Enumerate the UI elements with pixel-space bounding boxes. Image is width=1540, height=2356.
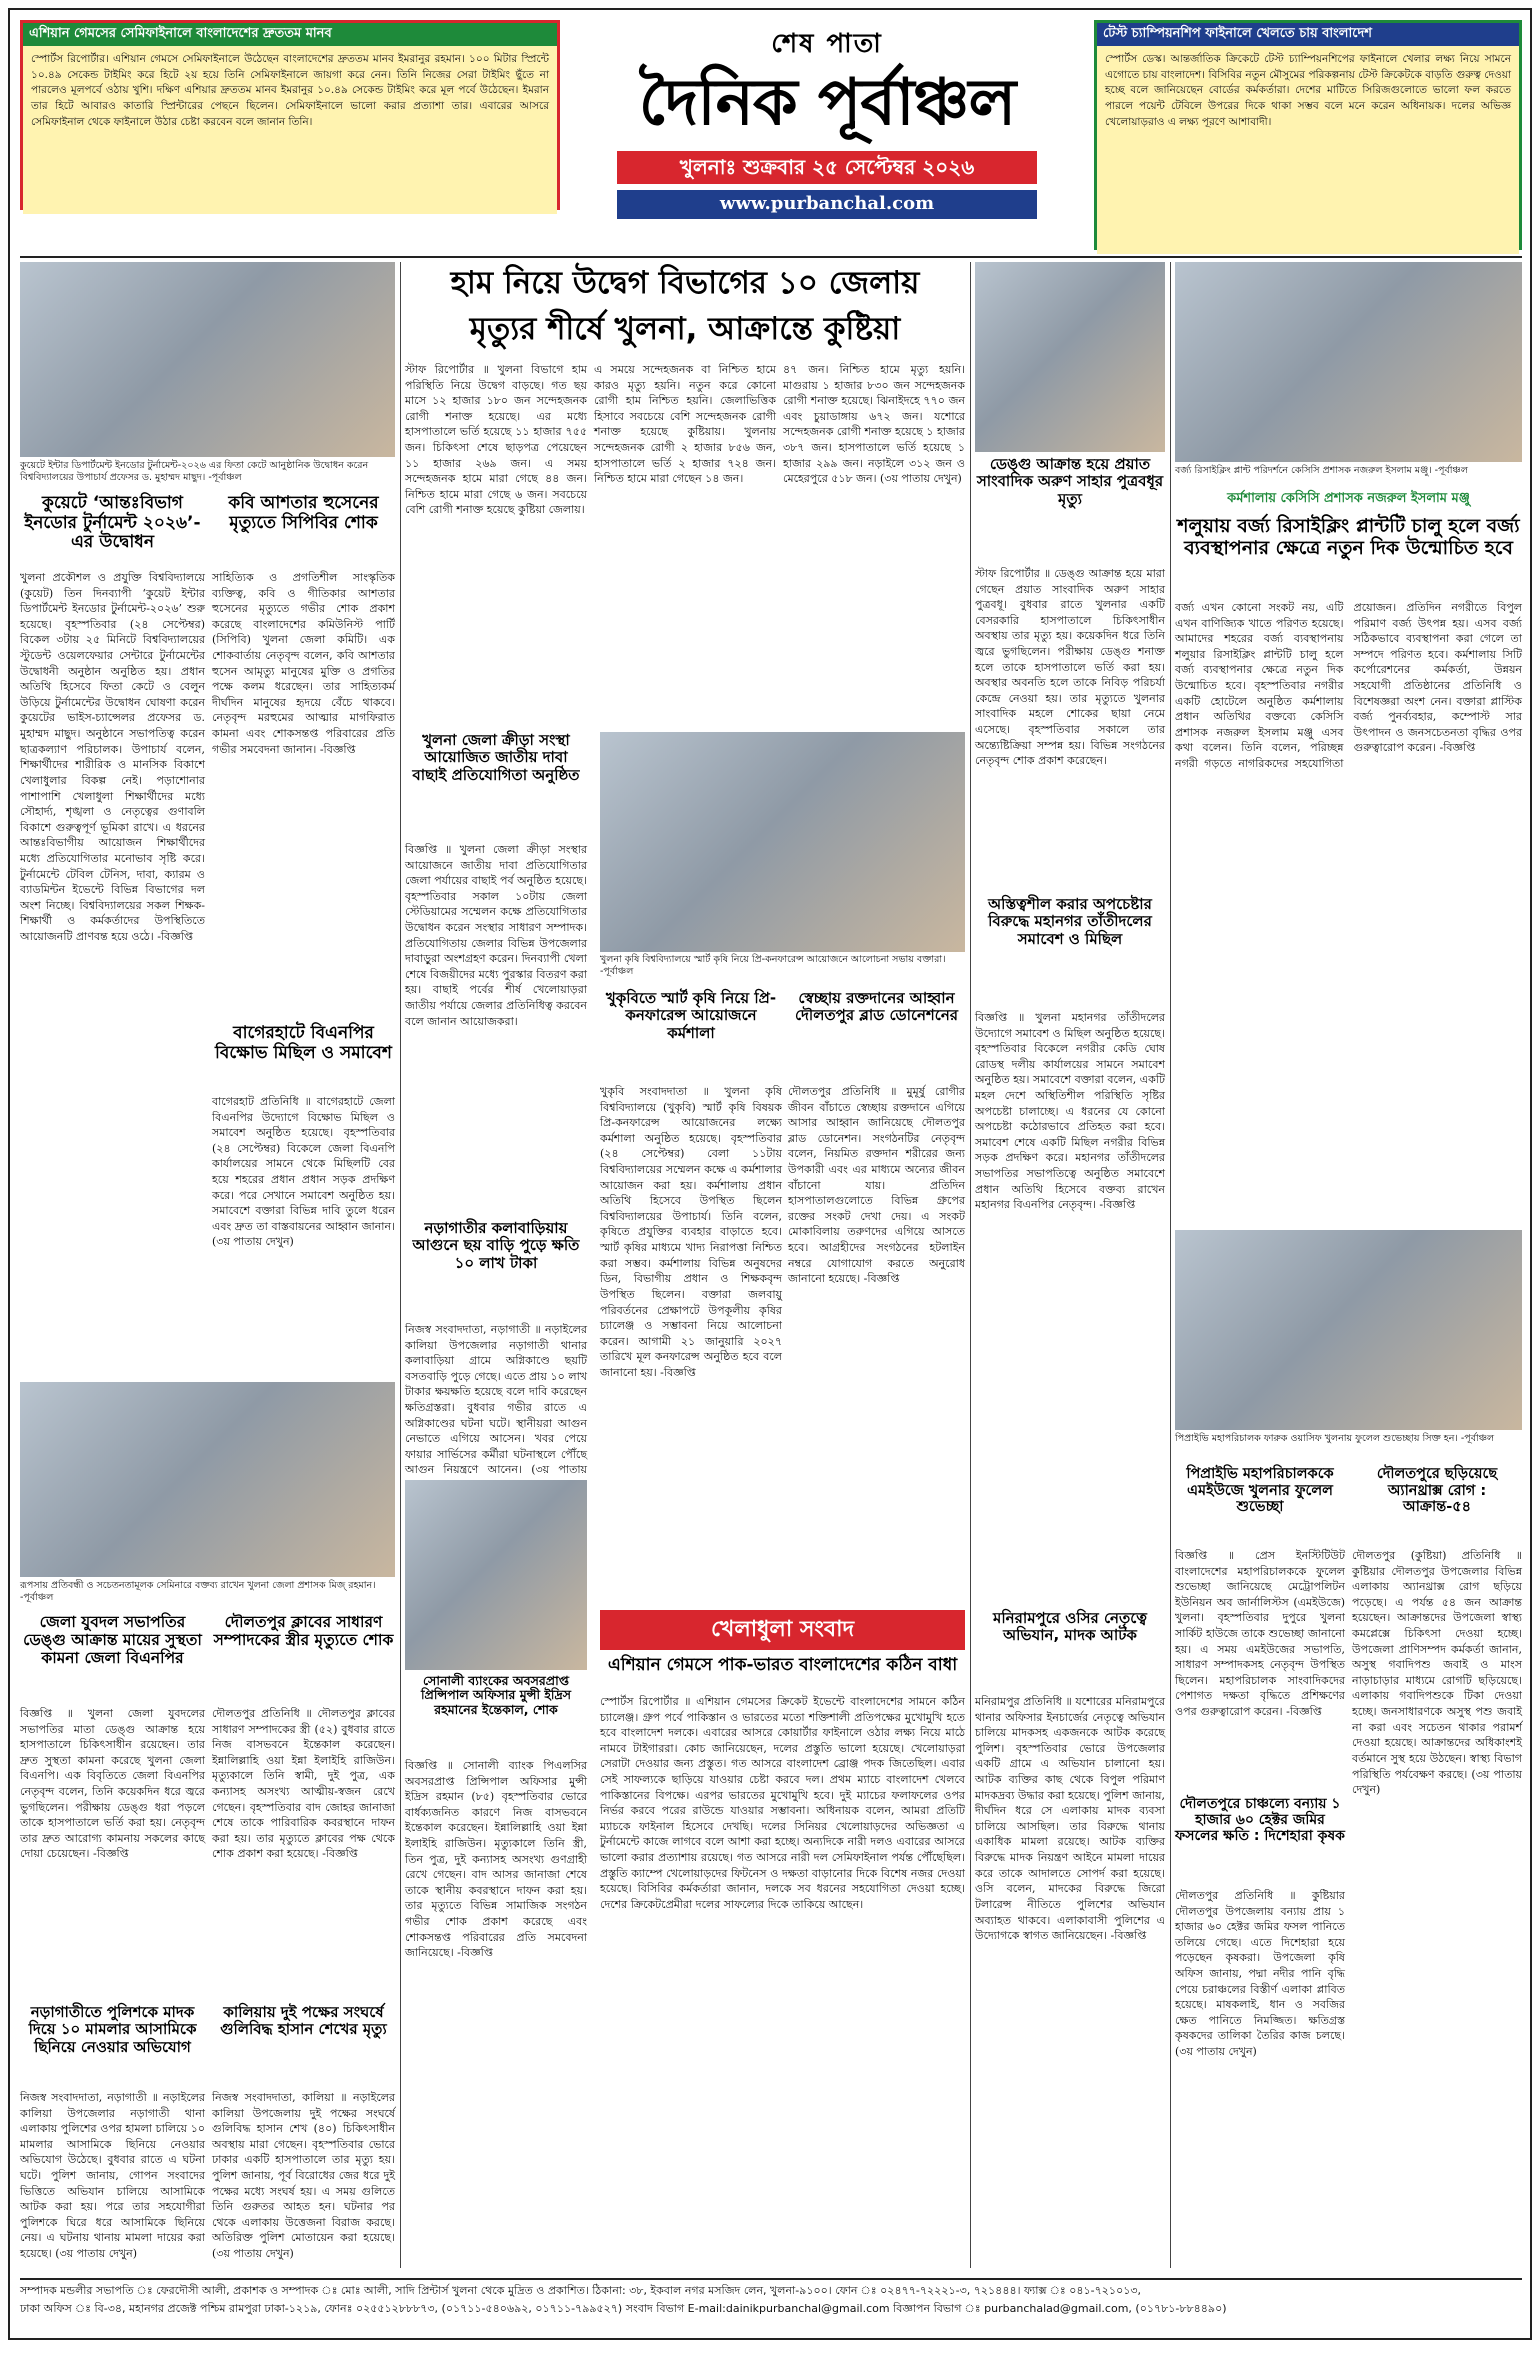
monirampur-body: মনিরামপুর প্রতিনিধি ॥ যশোরের মনিরামপুরে থানার অফিসার ইনচার্জের নেতৃত্বে অভিযান চালিয়ে মাদকসহ একজনকে আটক করেছে পুলিশ। বৃহস্পতিবার ভোরে উপজেলার একটি গ্রামে এ অভিযান চালানো হয়। আটক ব্যক্তির কাছ থেকে বিপুল পরিমাণ মাদকদ্রব্য উদ্ধার করা হয়েছে। পুলিশ জানায়, দীর্ঘদিন ধরে সে এলাকায় মাদক ব্যবসা চালিয়ে আসছিল। তার বিরুদ্ধে থানায় একাধিক মামলা রয়েছে। আটক ব্যক্তির বিরুদ্ধে মাদক নিয়ন্ত্রণ আইনে মামলা দায়ের করে তাকে আদালতে সোপর্দ করা হয়েছে। ওসি বলেন, মাদকের বিরুদ্ধে জিরো টলারেন্স নীতিতে পুলিশের অভিযান অব্যাহত থাকবে। এলাকাবাসী পুলিশের এ উদ্যোগকে স্বাগত জানিয়েছেন। -বিজ্ঞপ্তি: [975, 1695, 1165, 1943]
fire-headline: নড়াগাতীর কলাবাড়িয়ায় আগুনে ছয় বাড়ি পুড়ে ক্ষতি ১০ লাখ টাকা: [412, 1219, 580, 1272]
sports-headline: এশিয়ান গেমসে পাক-ভারত বাংলাদেশের কঠিন বাধা: [607, 1655, 958, 1675]
seminar-photo: [20, 1382, 395, 1577]
fire-body: নিজস্ব সংবাদদাতা, নড়াগাতী ॥ নড়াইলের কালিয়া উপজেলার নড়াগাতী থানার কলাবাড়িয়া গ্রামে অগ্নিকাণ্ডে ছয়টি বসতবাড়ি পুড়ে গেছে। এতে প্রায় ১০ লাখ টাকার ক্ষয়ক্ষতি হয়েছে বলে দাবি করেছেন ক্ষতিগ্রস্তরা। বুধবার গভীর রাতে এ অগ্নিকাণ্ডের ঘটনা ঘটে। স্থানীয়রা আগুন নেভাতে এগিয়ে আসেন। খবর পেয়ে ফায়ার সার্ভিসের কর্মীরা ঘটনাস্থলে পৌঁছে আগুন নিয়ন্ত্রণে আনেন। (৩য় পাতায়: [405, 1323, 587, 1477]
rule-col-1: [400, 262, 401, 2268]
waste-kicker: কর্মশালায় কেসিসি প্রশাসক নজরুল ইসলাম মঞ্জু: [1227, 491, 1470, 506]
waste-headline: শলুয়ায় বর্জ্য রিসাইক্লিং প্লান্টটি চালু হলে বর্জ্য ব্যবস্থাপনার ক্ষেত্রে নতুন দিক উন্মোচিত হবে: [1177, 515, 1520, 559]
daulatpur-club-body: দৌলতপুর প্রতিনিধি ॥ দৌলতপুর ক্লাবের সাধারণ সম্পাদকের স্ত্রী (৫২) বুধবার রাতে নিজ বাসভবনে ইন্তেকাল করেছেন। ইন্নালিল্লাহি ওয়া ইন্না ইলাইহি রাজিউন। মৃত্যুকালে তিনি স্বামী, দুই পুত্র, এক কন্যাসহ অসংখ্য আত্মীয়-স্বজন রেখে গেছেন। বৃহস্পতিবার বাদ জোহর জানাজা শেষে তাকে পারিবারিক কবরস্থানে দাফন করা হয়। তার মৃত্যুতে ক্লাবের পক্ষ থেকে শোক প্রকাশ করা হয়েছে। -বিজ্ঞপ্তি: [212, 1707, 395, 1861]
pijush-caption: পিপ্রাইভি মহাপরিচালক ফারুক ওয়াসিফ খুলনায় ফুলেল শুভেচ্ছায় সিক্ত হন। -পূর্বাঞ্চল: [1175, 1433, 1495, 1444]
daulatpur-club-headline: দৌলতপুর ক্লাবের সাধারণ সম্পাদকের স্ত্রীর মৃত্যুতে শোক: [213, 1613, 394, 1649]
kuet-body: খুলনা প্রকৌশল ও প্রযুক্তি বিশ্ববিদ্যালয়ে (কুয়েট) তিন দিনব্যাপী ‘কুয়েট ইন্টার ডিপার্টমেন্ট ইনডোর টুর্নামেন্ট-২০২৬’ শুরু হয়েছে। বৃহস্পতিবার (২৪ সেপ্টেম্বর) বিকেল ৩টায় ২৫ মিনিটে বিশ্ববিদ্যালয়ের স্টুডেন্ট ওয়েলফেয়ার সেন্টারে টুর্নামেন্টের উদ্বোধনী অনুষ্ঠান অনুষ্ঠিত হয়। প্রধান অতিথি হিসেবে ফিতা কেটে ও বেলুন উড়িয়ে টুর্নামেন্টের উদ্বোধন ঘোষণা করেন কুয়েটের ভাইস-চ্যান্সেলর প্রফেসর ড. মুহাম্মদ মাছুদ। অনুষ্ঠানে সভাপতিত্ব করেন ছাত্রকল্যাণ পরিচালক। উপাচার্য বলেন, শিক্ষার্থীদের শারীরিক ও মানসিক বিকাশে খেলাধুলার বিকল্প নেই। পড়াশোনার পাশাপাশি খেলাধুলা শিক্ষার্থীদের মধ্যে সৌহার্দ্য, শৃঙ্খলা ও নেতৃত্বের গুণাবলি বিকাশে গুরুত্বপূর্ণ ভূমিকা রাখে। এ ধরনের আন্তঃবিভাগীয় আয়োজন শিক্ষার্থীদের মধ্যে প্রতিযোগিতার মনোভাব সৃষ্টি করে। টুর্নামেন্টে টেবিল টেনিস, দাবা, ক্যারম ও ব্যাডমিন্টন ইভেন্টে বিভিন্ন বিভাগের দল অংশ নিচ্ছে। বিশ্ববিদ্যালয়ের সকল শিক্ষক-শিক্ষার্থী ও কর্মকর্তাদের উপস্থিতিতে আয়োজনটি প্রাণবন্ত হয়ে ওঠে। -বিজ্ঞপ্তি: [20, 571, 205, 944]
smart-agri-body: খুকৃবি সংবাদদাতা ॥ খুলনা কৃষি বিশ্ববিদ্যালয়ে (খুকৃবি) স্মার্ট কৃষি বিষয়ক প্রি-কনফারেন্স আয়োজনের লক্ষ্যে কর্মশালা অনুষ্ঠিত হয়েছে। বৃহস্পতিবার (২৪ সেপ্টেম্বর) বেলা ১১টায় বিশ্ববিদ্যালয়ের সম্মেলন কক্ষে এ কর্মশালার আয়োজন করা হয়। কর্মশালায় প্রধান অতিথি হিসেবে উপস্থিত ছিলেন বিশ্ববিদ্যালয়ের উপাচার্য। তিনি বলেন, কৃষিতে প্রযুক্তির ব্যবহার বাড়াতে হবে। স্মার্ট কৃষির মাধ্যমে খাদ্য নিরাপত্তা নিশ্চিত করা সম্ভব। কর্মশালায় বিভিন্ন অনুষদের ডিন, বিভাগীয় প্রধান ও শিক্ষকবৃন্দ উপস্থিত ছিলেন। বক্তারা জলবায়ু পরিবর্তনের প্রেক্ষাপটে উপকূলীয় কৃষির চ্যালেঞ্জ ও সম্ভাবনা নিয়ে আলোচনা করেন। আগামী ২১ জানুয়ারি ২০২৭ তারিখে মূল কনফারেন্স অনুষ্ঠিত হবে বলে জানানো হয়। -বিজ্ঞপ্তি: [600, 1085, 782, 1379]
poet-headline: কবি আশতার হুসেনের মৃত্যুতে সিপিবির শোক: [228, 493, 379, 533]
chess-body: বিজ্ঞপ্তি ॥ খুলনা জেলা ক্রীড়া সংস্থার আয়োজনে জাতীয় দাবা প্রতিযোগিতার জেলা পর্যায়ের বাছাই পর্ব অনুষ্ঠিত হয়েছে। বৃহস্পতিবার সকাল ১০টায় জেলা স্টেডিয়ামের সম্মেলন কক্ষে প্রতিযোগিতার উদ্বোধন করেন সংস্থার সাধারণ সম্পাদক। প্রতিযোগিতায় জেলার বিভিন্ন উপজেলার দাবাড়ুরা অংশগ্রহণ করেন। দিনব্যাপী খেলা শেষে বিজয়ীদের মধ্যে পুরস্কার বিতরণ করা হয়। বাছাই পর্বের শীর্ষ খেলোয়াড়রা জাতীয় পর্যায়ে জেলার প্রতিনিধিত্ব করবেন বলে জানান আয়োজকরা।: [405, 843, 587, 1028]
smart-agri-photo: [600, 732, 965, 952]
chess-headline: খুলনা জেলা ক্রীড়া সংস্থা আয়োজিত জাতীয় দাবা বাছাই প্রতিযোগিতা অনুষ্ঠিত: [412, 731, 580, 784]
top-left-box-body: স্পোর্টস রিপোর্টার। এশিয়ান গেমসে সেমিফাইনালে উঠেছেন বাংলাদেশের দ্রুততম মানব ইমরানুর রহমান। ১০০ মিটার স্প্রিন্টে ১০.৪৯ সেকেন্ড টাইমিং করে হিটে ২য় হয়ে তিনি সেমিফাইনালে জায়গা করে নেন। তিনি নিজের সেরা টাইমিং ছুঁতে না পারলেও মূলপর্বে ওঠায় খুশি। দক্ষিণ এশিয়ার দ্রুততম মানব ইমরানুর ১০.৪৯ সেকেন্ড টাইমিং করে মূল পর্বে উঠেছেন। ইমরান তার হিটে আবারও কাতারি স্প্রিন্টারের পেছনে ছিলেন। সেমিফাইনালে ভালো করার প্রত্যাশা তার। এবারের আসরে সেমিফাইনাল থেকে ফাইনালে উঠার চেষ্টা করবেন বলে জানান তিনি।: [23, 46, 557, 214]
seminar-photo-caption: রূপসায় প্রতিবন্ধী ও সচেতনতামূলক সেমিনারে বক্তব্য রাখেন খুলনা জেলা প্রশাসক মিজ্ রহমান। -পূর্বাঞ্চল: [20, 1580, 376, 1604]
footer-line-1: সম্পাদক মন্ডলীর সভাপতি ঃ ফেরদৌসী আলী, প্রকাশক ও সম্পাদক ঃ মোঃ আলী, সাদি প্রিন্টার্স খুলনা থেকে মুদ্রিত ও প্রকাশিত। ঠিকানা: ৩৮, ইকবাল নগর মসজিদ লেন, খুলনা-৯১০০। ফোন ঃ ০২৪৭৭-৭২২২১-৩, ৭২১৪৪৪। ফ্যাক্স ঃ ০৪১-৭২১০১৩,: [20, 2284, 1142, 2297]
sports-banner: খেলাধুলা সংবাদ: [600, 1610, 965, 1650]
existence-headline: অস্তিত্বশীল করার অপচেষ্টার বিরুদ্ধে মহানগর তাঁতীদলের সমাবেশ ও মিছিল: [988, 895, 1152, 948]
top-right-box: [1094, 20, 1522, 250]
flood-body: দৌলতপুর প্রতিনিধি ॥ কুষ্টিয়ার দৌলতপুর উপজেলায় বন্যায় প্রায় ১ হাজার ৬০ হেক্টর জমির ফসল পানিতে তলিয়ে গেছে। এতে দিশেহারা হয়ে পড়েছেন কৃষকরা। উপজেলা কৃষি অফিস জানায়, পদ্মা নদীর পানি বৃদ্ধি পেয়ে চরাঞ্চলের বিস্তীর্ণ এলাকা প্লাবিত হয়েছে। মাষকলাই, ধান ও সবজির ক্ষেত পানিতে নিমজ্জিত। ক্ষতিগ্রস্ত কৃষকদের তালিকা তৈরির কাজ চলছে। (৩য় পাতায় দেখুন): [1175, 1889, 1345, 2059]
dengue-portrait: [975, 262, 1165, 452]
youth-dal-body: বিজ্ঞপ্তি ॥ খুলনা জেলা যুবদলের সভাপতির মাতা ডেঙ্গু আক্রান্ত হয়ে হাসপাতালে চিকিৎসাধীন রয়েছেন। তার দ্রুত সুস্থতা কামনা করেছে খুলনা জেলা বিএনপি। এক বিবৃতিতে জেলা বিএনপির নেতৃবৃন্দ বলেন, তিনি কয়েকদিন ধরে জ্বরে ভুগছিলেন। পরীক্ষায় ডেঙ্গু ধরা পড়লে তাকে হাসপাতালে ভর্তি করা হয়। নেতৃবৃন্দ তার দ্রুত আরোগ্য কামনায় সকলের কাছে দোয়া চেয়েছেন। -বিজ্ঞপ্তি: [20, 1707, 205, 1861]
website: www.purbanchal.com: [617, 190, 1037, 219]
kuet-photo: [20, 262, 395, 457]
waste-caption: বর্জ্য রিসাইক্লিং প্লান্ট পরিদর্শনে কেসিসি প্রশাসক নজরুল ইসলাম মঞ্জু। -পূর্বাঞ্চল: [1175, 465, 1468, 476]
top-right-box-body: স্পোর্টস ডেস্ক। আন্তর্জাতিক ক্রিকেটে টেস্ট চ্যাম্পিয়নশিপের ফাইনালে খেলার লক্ষ্য নিয়ে সামনে এগোতে চায় বাংলাদেশ। বিসিবির নতুন মৌসুমের পরিকল্পনায় টেস্ট ক্রিকেটকে বাড়তি গুরুত্ব দেওয়া হচ্ছে বলে জানিয়েছেন বোর্ডের কর্মকর্তারা। দেশের মাটিতে সিরিজগুলোতে ভালো ফল করতে পারলে পয়েন্ট টেবিলে উপরের দিকে থাকা সম্ভব বলে মনে করেন অধিনায়ক। দলের অভিজ্ঞ খেলোয়াড়রাও এ লক্ষ্য পূরণে আশাবাদী।: [1097, 46, 1519, 254]
poet-body: সাহিত্যিক ও প্রগতিশীল সাংস্কৃতিক ব্যক্তিত্ব, কবি ও গীতিকার আশতার হুসেনের মৃত্যুতে গভীর শোক প্রকাশ করেছে বাংলাদেশের কমিউনিস্ট পার্টি (সিপিবি) খুলনা জেলা কমিটি। এক শোকবার্তায় নেতৃবৃন্দ বলেন, কবি আশতার হুসেন আমৃত্যু মানুষের মুক্তি ও প্রগতির পক্ষে কলম ধরেছেন। তার সাহিত্যকর্ম দীর্ঘদিন মানুষের হৃদয়ে বেঁচে থাকবে। নেতৃবৃন্দ মরহুমের আত্মার মাগফিরাত কামনা এবং শোকসন্তপ্ত পরিবারের প্রতি গভীর সমবেদনা জানান। -বিজ্ঞপ্তি: [212, 571, 395, 756]
sports-body: স্পোর্টস রিপোর্টার ॥ এশিয়ান গেমসের ক্রিকেট ইভেন্টে বাংলাদেশের সামনে কঠিন চ্যালেঞ্জ। গ্রুপ পর্বে পাকিস্তান ও ভারতের মতো শক্তিশালী প্রতিপক্ষের মুখোমুখি হতে হবে বাংলাদেশ দলকে। এবারের আসরে কোয়ার্টার ফাইনালে ওঠার লক্ষ্য নিয়ে মাঠে নামবে টাইগাররা। কোচ জানিয়েছেন, দলের প্রস্তুতি ভালো হয়েছে। খেলোয়াড়রা সেরাটা দেওয়ার জন্য প্রস্তুত। গত আসরে বাংলাদেশ ব্রোঞ্জ পদক জিতেছিল। এবার সেই সাফল্যকে ছাড়িয়ে যাওয়ার চেষ্টা করবে দল। প্রথম ম্যাচে বাংলাদেশ খেলবে পাকিস্তানের বিপক্ষে। এরপর ভারতের মুখোমুখি হবে। দুই ম্যাচের ফলাফলের ওপর নির্ভর করবে পরের রাউন্ডে যাওয়ার সম্ভাবনা। অধিনায়ক বলেন, আমরা প্রতিটি ম্যাচকে ফাইনাল হিসেবে দেখছি। দলের সিনিয়র খেলোয়াড়দের অভিজ্ঞতা এ টুর্নামেন্টে কাজে লাগবে বলে আশা করা হচ্ছে। অন্যদিকে নারী দলও এবারের আসরে ভালো করার প্রত্যাশায় রয়েছে। গত আসরে নারী দল সেমিফাইনাল পর্যন্ত পৌঁছেছিল। প্রস্তুতি ক্যাম্পে খেলোয়াড়দের ফিটনেস ও দক্ষতা বাড়ানোর দিকে বিশেষ নজর দেওয়া হয়েছে। বিসিবির কর্মকর্তারা জানান, দলকে সব ধরনের সহযোগিতা দেওয়া হচ্ছে। দেশের ক্রিকেটপ্রেমীরা দলের সাফল্যের দিকে তাকিয়ে আছেন।: [600, 1695, 965, 1911]
sonali-portrait: [405, 1480, 587, 1670]
smart-agri-headline: খুকৃবিতে স্মার্ট কৃষি নিয়ে প্রি-কনফারেন্স আয়োজনে কর্মশালা: [605, 989, 777, 1042]
lead-body-col3: ৪৭ জন। নিশ্চিত হামে মৃত্যু হয়নি। মাগুরায় ১ হাজার ৮৩০ জন সন্দেহজনক রোগী শনাক্ত হয়েছে। ঝিনাইদহে ৭৭০ জন এবং চুয়াডাঙ্গায় ৬৭২ জন। যশোরে সন্দেহজনক রোগী শনাক্ত হয়েছে ১ হাজার ৩৮৭ জন। হাসপাতালে ভর্তি হয়েছে ১ হাজার ২৯৯ জন। নড়াইলে ৩১২ জন ও মেহেরপুরে ৫১৮ জন। (৩য় পাতায় দেখুন): [783, 363, 965, 486]
blood-body: দৌলতপুর প্রতিনিধি ॥ মুমূর্ষু রোগীর জীবন বাঁচাতে স্বেচ্ছায় রক্তদানে এগিয়ে আসার আহ্বান জানিয়েছে দৌলতপুর ব্লাড ডোনেশন। সংগঠনটির নেতৃবৃন্দ বলেন, নিয়মিত রক্তদান শরীরের জন্য উপকারী এবং এর মাধ্যমে অন্যের জীবন বাঁচানো যায়। প্রতিদিন হাসপাতালগুলোতে বিভিন্ন গ্রুপের রক্তের সংকট দেখা দেয়। এ সংকট মোকাবিলায় তরুণদের এগিয়ে আসতে হবে। আগ্রহীদের সংগঠনের হটলাইন নম্বরে যোগাযোগ করতে অনুরোধ জানানো হয়েছে। -বিজ্ঞপ্তি: [788, 1085, 965, 1286]
anthrax-body: দৌলতপুর (কুষ্টিয়া) প্রতিনিধি ॥ কুষ্টিয়ার দৌলতপুর উপজেলার বিভিন্ন এলাকায় অ্যানথ্রাক্স রোগ ছড়িয়ে পড়েছে। এ পর্যন্ত ৫৪ জন আক্রান্ত হয়েছেন। আক্রান্তদের উপজেলা স্বাস্থ্য কমপ্লেক্সে চিকিৎসা দেওয়া হচ্ছে। উপজেলা প্রাণিসম্পদ কর্মকর্তা জানান, অসুস্থ গবাদিপশু জবাই ও মাংস নাড়াচাড়ার মাধ্যমে রোগটি ছড়িয়েছে। এলাকায় গবাদিপশুকে টিকা দেওয়া হচ্ছে। জনসাধারণকে অসুস্থ পশু জবাই না করা এবং সচেতন থাকার পরামর্শ দেওয়া হয়েছে। আক্রান্তদের অধিকাংশই বর্তমানে সুস্থ হয়ে উঠছেন। স্বাস্থ্য বিভাগ পরিস্থিতি পর্যবেক্ষণ করছে। (৩য় পাতায় দেখুন): [1352, 1549, 1522, 1797]
sonali-body: বিজ্ঞপ্তি ॥ সোনালী ব্যাংক পিএলসির অবসরপ্রাপ্ত প্রিন্সিপাল অফিসার মুন্সী ইদ্রিস রহমান (৮৫) বৃহস্পতিবার ভোরে বার্ধক্যজনিত কারণে নিজ বাসভবনে ইন্তেকাল করেছেন। ইন্নালিল্লাহি ওয়া ইন্না ইলাইহি রাজিউন। মৃত্যুকালে তিনি স্ত্রী, তিন পুত্র, দুই কন্যাসহ অসংখ্য গুণগ্রাহী রেখে গেছেন। বাদ আসর জানাজা শেষে তাকে স্থানীয় কবরস্থানে দাফন করা হয়। তার মৃত্যুতে বিভিন্ন সামাজিক সংগঠন গভীর শোক প্রকাশ করেছে এবং শোকসন্তপ্ত পরিবারের প্রতি সমবেদনা জানিয়েছে। -বিজ্ঞপ্তি: [405, 1759, 587, 1960]
rule-col-3: [1170, 262, 1171, 2268]
top-left-box: [20, 20, 560, 210]
pijush-photo: [1175, 1230, 1522, 1430]
newspaper-page: [8, 8, 1532, 2340]
kalia-headline: কালিয়ায় দুই পক্ষের সংঘর্ষে গুলিবিদ্ধ হাসান শেখের মৃত্যু: [220, 2003, 387, 2039]
existence-body: বিজ্ঞপ্তি ॥ খুলনা মহানগর তাঁতীদলের উদ্যোগে সমাবেশ ও মিছিল অনুষ্ঠিত হয়েছে। বৃহস্পতিবার বিকেলে নগরীর কেডি ঘোষ রোডস্থ দলীয় কার্যালয়ের সামনে সমাবেশ অনুষ্ঠিত হয়। সমাবেশে বক্তারা বলেন, একটি মহল দেশে অস্থিতিশীল পরিস্থিতি সৃষ্টির অপচেষ্টা চালাচ্ছে। এ ধরনের যে কোনো অপচেষ্টা কঠোরভাবে প্রতিহত করা হবে। সমাবেশ শেষে একটি মিছিল নগরীর বিভিন্ন সড়ক প্রদক্ষিণ করে। মহানগর তাঁতীদলের সভাপতির সভাপতিত্বে অনুষ্ঠিত সমাবেশে প্রধান অতিথি হিসেবে বক্তব্য রাখেন মহানগর বিএনপির নেতৃবৃন্দ। -বিজ্ঞপ্তি: [975, 1011, 1165, 1212]
nara-police-body: নিজস্ব সংবাদদাতা, নড়াগাতী ॥ নড়াইলের কালিয়া উপজেলার নড়াগাতী থানা এলাকায় পুলিশের ওপর হামলা চালিয়ে ১০ মামলার আসামিকে ছিনিয়ে নেওয়ার অভিযোগ উঠেছে। বুধবার রাতে এ ঘটনা ঘটে। পুলিশ জানায়, গোপন সংবাদের ভিত্তিতে অভিযান চালিয়ে আসামিকে আটক করা হয়। পরে তার সহযোগীরা পুলিশকে ঘিরে ধরে আসামিকে ছিনিয়ে নেয়। এ ঘটনায় থানায় মামলা দায়ের করা হয়েছে। (৩য় পাতায় দেখুন): [20, 2091, 205, 2261]
pijush-headline: পিপ্রাইভি মহাপরিচালককে এমইউজে খুলনার ফুলেল শুভেচ্ছা: [1186, 1466, 1334, 1516]
anthrax-headline: দৌলতপুরে ছড়িয়েছে অ্যানথ্রাক্স রোগ : আক্রান্ত-৫৪: [1376, 1466, 1498, 1516]
lead-headline-1: হাম নিয়ে উদ্বেগ বিভাগের ১০ জেলায়: [450, 265, 920, 301]
nara-police-headline: নড়াগাতীতে পুলিশকে মাদক দিয়ে ১০ মামলার আসামিকে ছিনিয়ে নেওয়ার অভিযোগ: [28, 2003, 197, 2056]
lead-body-col2: এ সময়ে সন্দেহজনক বা নিশ্চিত হামে কারও মৃত্যু হয়নি। নতুন করে কোনো রোগী হাম নিশ্চিত হয়নি। জেলাভিত্তিক হিসাবে সবচেয়ে বেশি সন্দেহজনক রোগী শনাক্ত হয়েছে কুষ্টিয়ায়। খুলনায় সন্দেহজনক রোগী ২ হাজার ৮৫৬ জন, হাসপাতালে ভর্তি ২ হাজার ৭২৪ জন। নিশ্চিত হামে মারা গেছেন ১৪ জন।: [594, 363, 776, 486]
section-label: শেষ পাতা: [771, 29, 883, 59]
rule-top: [20, 256, 1522, 258]
sonali-caption: সোনালী ব্যাংকের অবসরপ্রাপ্ত প্রিন্সিপাল অফিসার মুন্সী ইদ্রিস রহমানের ইন্তেকাল, শোক: [420, 1673, 572, 1717]
dengue-headline: ডেঙ্গু আক্রান্ত হয়ে প্রয়াত সাংবাদিক অরুণ সাহার পুত্রবধূর মৃত্যু: [976, 455, 1164, 508]
masthead: [566, 18, 1088, 248]
rule-col-2: [970, 262, 971, 2268]
smart-agri-caption: খুলনা কৃষি বিশ্ববিদ্যালয়ে স্মার্ট কৃষি নিয়ে প্রি-কনফারেন্স আয়োজনে আলোচনা সভায় বক্তারা। -পূর্বাঞ্চল: [600, 954, 946, 978]
top-left-box-heading: এশিয়ান গেমসের সেমিফাইনালে বাংলাদেশের দ্রুততম মানব: [23, 23, 557, 46]
blood-headline: স্বেচ্ছায় রক্তদানের আহ্বান দৌলতপুর ব্লাড ডোনেশনের: [794, 989, 959, 1025]
youth-dal-headline: জেলা যুবদল সভাপতির ডেঙ্গু আক্রান্ত মায়ের সুস্থতা কামনা জেলা বিএনপির: [23, 1613, 202, 1667]
kuet-photo-caption: কুয়েটে ইন্টার ডিপার্টমেন্ট ইনডোর টুর্নামেন্ট-২০২৬ এর ফিতা কেটে আনুষ্ঠানিক উদ্বোধন করেন বিশ্ববিদ্যালয়ের উপাচার্য প্রফেসর ড. মুহাম্মদ মাছুদ। -পূর্বাঞ্চল: [20, 460, 369, 484]
monirampur-headline: মনিরামপুরে ওসির নেতৃত্বে অভিযান, মাদক আটক: [993, 1609, 1147, 1645]
lead-headline-2: মৃত্যুর শীর্ষে খুলনা, আক্রান্তে কুষ্টিয়া: [469, 311, 901, 347]
lead-body-col1: স্টাফ রিপোর্টার ॥ খুলনা বিভাগে হাম পরিস্থিতি নিয়ে উদ্বেগ বাড়ছে। গত ছয় মাসে ১২ হাজার ১৮০ জন সন্দেহজনক রোগী শনাক্ত হয়েছে। এর মধ্যে হাসপাতালে ভর্তি হয়েছে ১১ হাজার ৭৫৫ জন। চিকিৎসা শেষে ছাড়পত্র পেয়েছেন ১১ হাজার ২৬৯ জন। এ সময় সন্দেহজনক হামে মারা গেছে ৪৪ জন। নিশ্চিত হামে মারা গেছে ৬ জন। সবচেয়ে বেশি রোগী শনাক্ত হয়েছে কুষ্টিয়া জেলায়।: [405, 363, 587, 517]
bnp-headline: বাগেরহাটে বিএনপির বিক্ষোভ মিছিল ও সমাবেশ: [215, 1023, 392, 1063]
pijush-body: বিজ্ঞপ্তি ॥ প্রেস ইনস্টিটিউট বাংলাদেশের মহাপরিচালককে ফুলেল শুভেচ্ছা জানিয়েছে মেট্রোপলিটন ইউনিয়ন অব জার্নালিস্টস (এমইউজে) খুলনা। বৃহস্পতিবার দুপুরে খুলনা সার্কিট হাউজে তাকে শুভেচ্ছা জানানো হয়। এ সময় এমইউজের সভাপতি, সাধারণ সম্পাদকসহ নেতৃবৃন্দ উপস্থিত ছিলেন। মহাপরিচালক সাংবাদিকদের পেশাগত দক্ষতা বৃদ্ধিতে প্রশিক্ষণের ওপর গুরুত্বারোপ করেন। -বিজ্ঞপ্তি: [1175, 1549, 1345, 1719]
dateline: খুলনাঃ শুক্রবার ২৫ সেপ্টেম্বর ২০২৬: [617, 151, 1037, 184]
newspaper-logo: দৈনিক পূর্বাঞ্চল: [638, 64, 1016, 140]
bnp-body: বাগেরহাট প্রতিনিধি ॥ বাগেরহাটে জেলা বিএনপির উদ্যোগে বিক্ষোভ মিছিল ও সমাবেশ অনুষ্ঠিত হয়েছে। বৃহস্পতিবার (২৪ সেপ্টেম্বর) বিকেলে জেলা বিএনপি কার্যালয়ের সামনে থেকে মিছিলটি বের হয়ে শহরের প্রধান প্রধান সড়ক প্রদক্ষিণ করে। পরে সেখানে সমাবেশ অনুষ্ঠিত হয়। সমাবেশে বক্তারা বিভিন্ন দাবি তুলে ধরেন এবং দ্রুত তা বাস্তবায়নের আহ্বান জানান। (৩য় পাতায় দেখুন): [212, 1095, 395, 1249]
waste-photo: [1175, 262, 1522, 462]
footer-line-2: ঢাকা অফিস ঃ বি-৩৪, মহানগর প্রজেক্ট পশ্চিম রামপুরা ঢাকা-১২১৯, ফোনঃ ০২৫৫১২৮৮৮৭৩, (০১৭১১-৫৪০৬৯২, ০১৭১১-৭৯৯৫২৭) সংবাদ বিভাগ E-mail:dainikpurbanchal@gmail.com বিজ্ঞাপন বিভাগ ঃ purbanchalad@gmail.com, (০১৭৮১-৮৮৪৪৯০): [20, 2302, 1227, 2316]
dengue-body: স্টাফ রিপোর্টার ॥ ডেঙ্গু আক্রান্ত হয়ে মারা গেছেন প্রয়াত সাংবাদিক অরুণ সাহার পুত্রবধূ। বুধবার রাতে খুলনার একটি বেসরকারি হাসপাতালে চিকিৎসাধীন অবস্থায় তার মৃত্যু হয়। কয়েকদিন ধরে তিনি জ্বরে ভুগছিলেন। পরীক্ষায় ডেঙ্গু শনাক্ত হলে তাকে হাসপাতালে ভর্তি করা হয়। অবস্থার অবনতি হলে তাকে নিবিড় পরিচর্যা কেন্দ্রে নেওয়া হয়। তার মৃত্যুতে খুলনার সাংবাদিক মহলে শোকের ছায়া নেমে এসেছে। বৃহস্পতিবার সকালে তার অন্ত্যেষ্টিক্রিয়া সম্পন্ন হয়। বিভিন্ন সংগঠনের নেতৃবৃন্দ শোক প্রকাশ করেছেন।: [975, 567, 1165, 768]
footer: [20, 2278, 1522, 2332]
kuet-headline: কুয়েটে ‘আন্তঃবিভাগ ইনডোর টুর্নামেন্ট ২০২৬’-এর উদ্বোধন: [24, 493, 201, 553]
kalia-body: নিজস্ব সংবাদদাতা, কালিয়া ॥ নড়াইলের কালিয়া উপজেলায় দুই পক্ষের সংঘর্ষে গুলিবিদ্ধ হাসান শেখ (৪০) চিকিৎসাধীন অবস্থায় মারা গেছেন। বৃহস্পতিবার ভোরে ঢাকার একটি হাসপাতালে তার মৃত্যু হয়। পুলিশ জানায়, পূর্ব বিরোধের জের ধরে দুই পক্ষের মধ্যে সংঘর্ষ হয়। এ সময় গুলিতে তিনি গুরুতর আহত হন। ঘটনার পর থেকে এলাকায় উত্তেজনা বিরাজ করছে। অতিরিক্ত পুলিশ মোতায়েন করা হয়েছে। (৩য় পাতায় দেখুন): [212, 2091, 395, 2261]
top-right-box-heading: টেস্ট চ্যাম্পিয়নশিপ ফাইনালে খেলতে চায় বাংলাদেশ: [1097, 23, 1519, 46]
waste-body: বর্জ্য এখন কোনো সংকট নয়, এটি এখন বাণিজ্যিক খাতে পরিণত হয়েছে। আমাদের শহরের বর্জ্য ব্যবস্থাপনায় শলুয়ার রিসাইক্লিং প্লান্টটি চালু হলে বর্জ্য ব্যবস্থাপনার ক্ষেত্রে নতুন দিক উন্মোচিত হবে। বৃহস্পতিবার নগরীর একটি হোটেলে অনুষ্ঠিত কর্মশালায় প্রধান অতিথির বক্তব্যে কেসিসি প্রশাসক নজরুল ইসলাম মঞ্জু এসব কথা বলেন। তিনি বলেন, পরিচ্ছন্ন নগরী গড়তে নাগরিকদের সহযোগিতা প্রয়োজন। প্রতিদিন নগরীতে বিপুল পরিমাণ বর্জ্য উৎপন্ন হয়। এসব বর্জ্য সঠিকভাবে ব্যবস্থাপনা করা গেলে তা সম্পদে পরিণত হবে। কর্মশালায় সিটি কর্পোরেশনের কর্মকর্তা, উন্নয়ন সহযোগী প্রতিষ্ঠানের প্রতিনিধি ও বিশেষজ্ঞরা অংশ নেন। বক্তারা প্লাস্টিক বর্জ্য পুনর্ব্যবহার, কম্পোস্ট সার উৎপাদন ও জনসচেতনতা বৃদ্ধির ওপর গুরুত্বারোপ করেন। -বিজ্ঞপ্তি: [1175, 601, 1522, 771]
flood-headline: দৌলতপুরে চাঞ্চল্যে বন্যায় ১ হাজার ৬০ হেক্টর জমির ফসলের ক্ষতি : দিশেহারা কৃষক: [1175, 1796, 1345, 1845]
